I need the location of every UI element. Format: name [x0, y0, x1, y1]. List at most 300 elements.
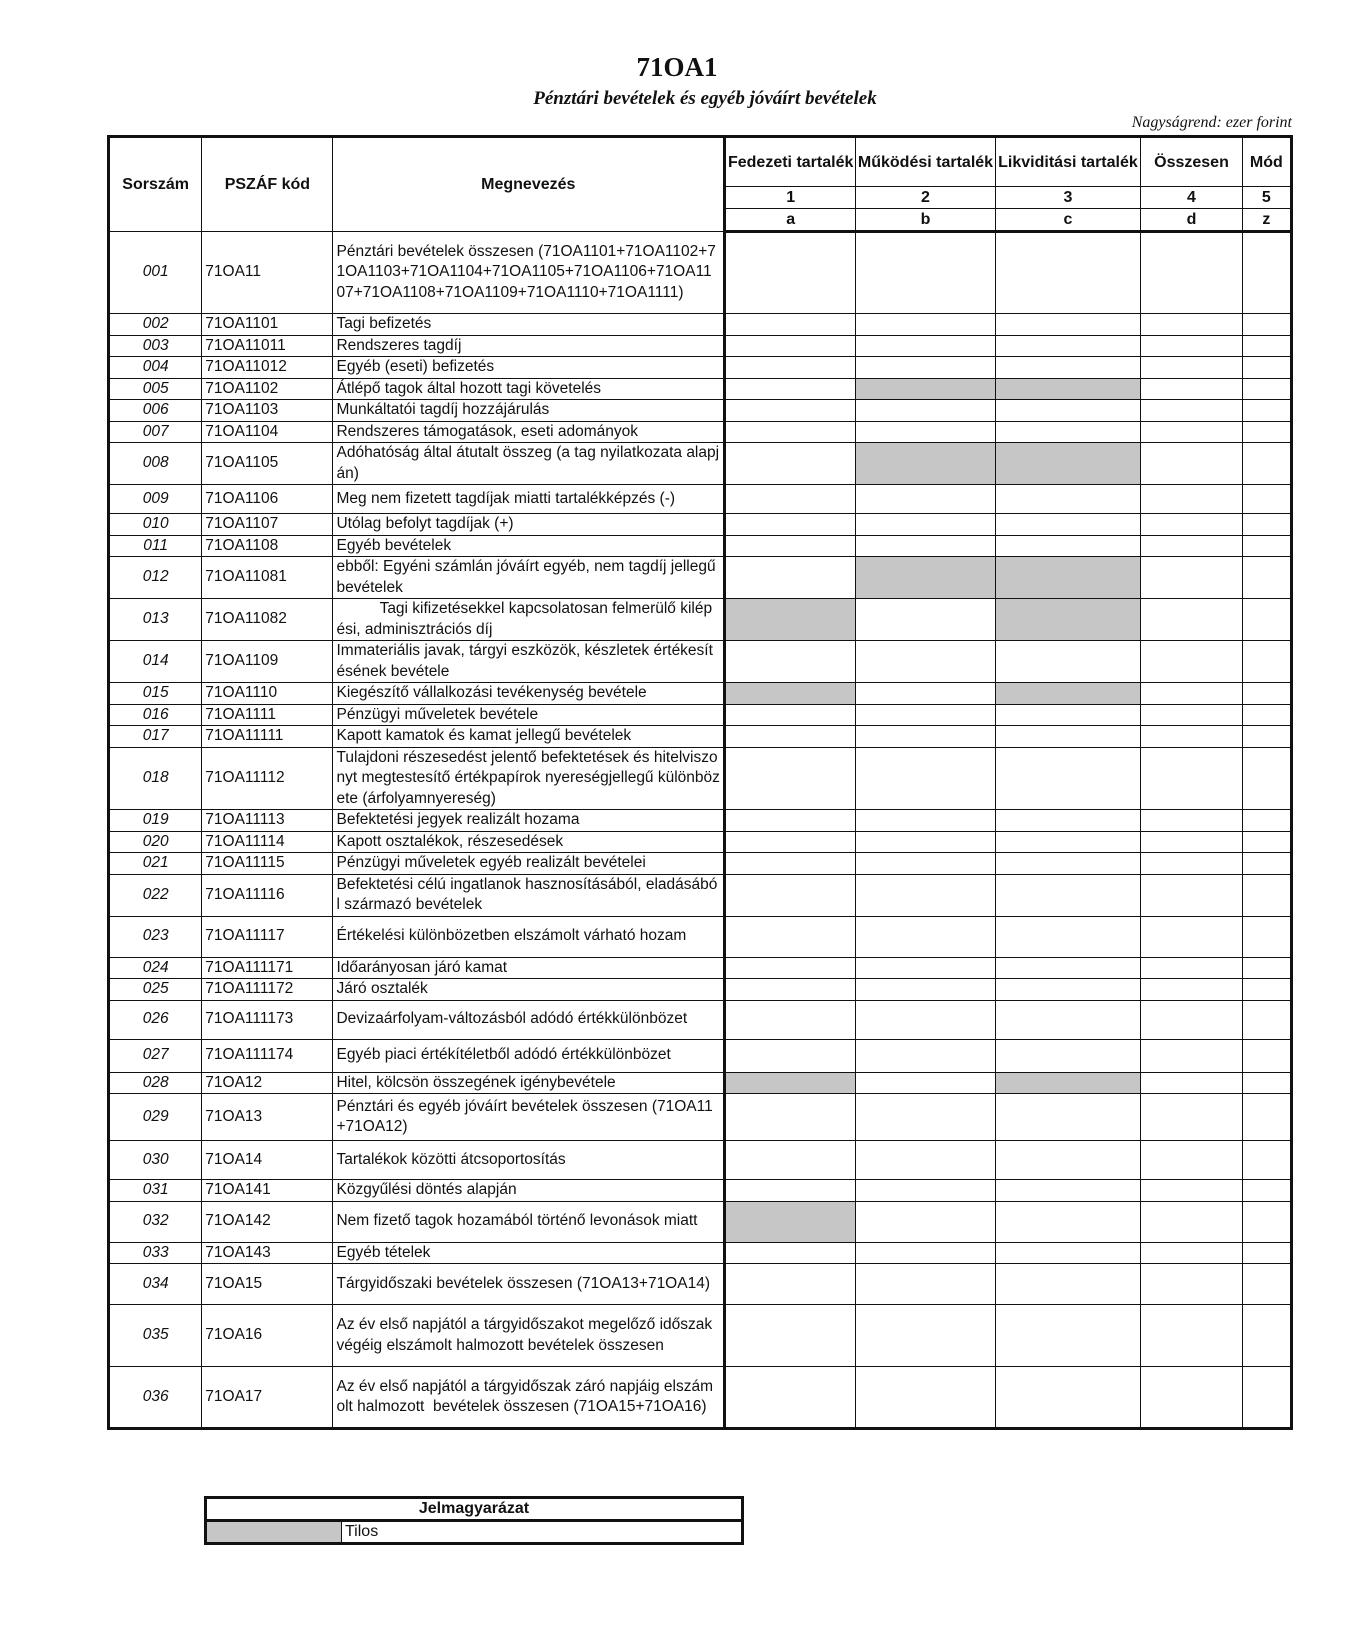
row-number: 014 [109, 641, 202, 683]
value-cell[interactable] [1242, 683, 1291, 705]
value-cell[interactable] [1242, 916, 1291, 957]
value-cell[interactable] [1242, 957, 1291, 979]
value-cell[interactable] [856, 421, 995, 443]
table-row [109, 916, 1292, 957]
value-cell[interactable] [995, 747, 1141, 810]
value-cell[interactable] [1141, 1180, 1242, 1202]
forbidden-cell [856, 443, 995, 485]
table-row [109, 599, 1292, 641]
value-cell[interactable] [1242, 357, 1291, 379]
value-cell[interactable] [995, 485, 1141, 514]
value-cell[interactable] [995, 514, 1141, 536]
row-number: 024 [109, 957, 202, 979]
value-cell[interactable] [1242, 747, 1291, 810]
value-cell[interactable] [995, 232, 1141, 314]
value-cell[interactable] [1141, 916, 1242, 957]
value-cell[interactable] [1242, 1072, 1291, 1094]
value-cell[interactable] [725, 400, 856, 422]
value-cell[interactable] [1141, 232, 1242, 314]
value-cell[interactable] [725, 874, 856, 916]
table-row [109, 957, 1292, 979]
form-title: 71OA1 [636, 52, 718, 82]
value-cell[interactable] [995, 314, 1141, 336]
row-name: Tartalékok közötti átcsoportosítás [333, 1141, 725, 1180]
value-cell[interactable] [1141, 1367, 1242, 1429]
row-code: 71OA1103 [202, 400, 333, 422]
value-cell[interactable] [1141, 1000, 1242, 1039]
value-cell[interactable] [1141, 335, 1242, 357]
table-row [109, 831, 1292, 853]
value-cell[interactable] [1242, 335, 1291, 357]
row-number: 012 [109, 557, 202, 599]
table-row [109, 704, 1292, 726]
value-cell[interactable] [1242, 1201, 1291, 1242]
value-cell[interactable] [1141, 400, 1242, 422]
header-letter-2: b [856, 209, 995, 232]
value-cell[interactable] [995, 1039, 1141, 1072]
value-cell[interactable] [856, 1141, 995, 1180]
table-row [109, 1094, 1292, 1141]
table-row [109, 810, 1292, 832]
value-cell[interactable] [725, 443, 856, 485]
value-cell[interactable] [1242, 1000, 1291, 1039]
row-number: 009 [109, 485, 202, 514]
forbidden-cell [856, 557, 995, 599]
value-cell[interactable] [725, 1305, 856, 1367]
row-number: 026 [109, 1000, 202, 1039]
row-name: Egyéb (eseti) befizetés [333, 357, 725, 379]
row-code: 71OA11116 [202, 874, 333, 916]
value-cell[interactable] [995, 1201, 1141, 1242]
value-cell[interactable] [995, 916, 1141, 957]
value-cell[interactable] [1141, 810, 1242, 832]
value-cell[interactable] [1242, 704, 1291, 726]
row-code: 71OA11117 [202, 916, 333, 957]
value-cell[interactable] [995, 1094, 1141, 1141]
value-cell[interactable] [995, 1305, 1141, 1367]
value-cell[interactable] [1141, 747, 1242, 810]
value-cell[interactable] [995, 1264, 1141, 1305]
value-cell[interactable] [1141, 599, 1242, 641]
value-cell[interactable] [1242, 1264, 1291, 1305]
value-cell[interactable] [1242, 641, 1291, 683]
value-cell[interactable] [725, 704, 856, 726]
value-cell[interactable] [1141, 443, 1242, 485]
table-row [109, 357, 1292, 379]
header-col-3: Likviditási tartalék [995, 137, 1141, 187]
value-cell[interactable] [856, 810, 995, 832]
row-code: 71OA143 [202, 1242, 333, 1264]
value-cell[interactable] [1242, 831, 1291, 853]
row-number: 001 [109, 232, 202, 314]
value-cell[interactable] [1242, 485, 1291, 514]
value-cell[interactable] [1141, 957, 1242, 979]
table-row [109, 335, 1292, 357]
row-code: 71OA1110 [202, 683, 333, 705]
value-cell[interactable] [1242, 979, 1291, 1001]
row-number: 008 [109, 443, 202, 485]
value-cell[interactable] [725, 726, 856, 748]
value-cell[interactable] [995, 421, 1141, 443]
value-cell[interactable] [1242, 1039, 1291, 1072]
row-code: 71OA12 [202, 1072, 333, 1094]
value-cell[interactable] [856, 1305, 995, 1367]
row-name: Munkáltatói tagdíj hozzájárulás [333, 400, 725, 422]
value-cell[interactable] [1242, 874, 1291, 916]
row-code: 71OA1107 [202, 514, 333, 536]
row-number: 005 [109, 378, 202, 400]
value-cell[interactable] [1242, 1094, 1291, 1141]
value-cell[interactable] [856, 400, 995, 422]
forbidden-cell [995, 443, 1141, 485]
row-code: 71OA11011 [202, 335, 333, 357]
row-number: 007 [109, 421, 202, 443]
table-row [109, 1072, 1292, 1094]
row-number: 029 [109, 1094, 202, 1141]
value-cell[interactable] [1141, 485, 1242, 514]
table-row [109, 557, 1292, 599]
value-cell[interactable] [725, 378, 856, 400]
row-number: 025 [109, 979, 202, 1001]
row-code: 71OA11081 [202, 557, 333, 599]
value-cell[interactable] [1242, 557, 1291, 599]
row-code: 71OA1104 [202, 421, 333, 443]
value-cell[interactable] [725, 916, 856, 957]
table-row [109, 378, 1292, 400]
value-cell[interactable] [856, 314, 995, 336]
value-cell[interactable] [1141, 1242, 1242, 1264]
row-code: 71OA11012 [202, 357, 333, 379]
table-row [109, 1039, 1292, 1072]
row-name: Időarányosan járó kamat [333, 957, 725, 979]
value-cell[interactable] [1242, 514, 1291, 536]
value-cell[interactable] [856, 335, 995, 357]
value-cell[interactable] [995, 357, 1141, 379]
value-cell[interactable] [995, 979, 1141, 1001]
value-cell[interactable] [725, 485, 856, 514]
row-name: Az év első napjától a tárgyidőszakot megelőző időszak végéig elszámolt halmozott bevételek összesen [333, 1305, 725, 1367]
row-number: 022 [109, 874, 202, 916]
forbidden-cell [725, 683, 856, 705]
forbidden-cell [725, 1072, 856, 1094]
value-cell[interactable] [856, 1000, 995, 1039]
row-number: 031 [109, 1180, 202, 1202]
row-name: Pénzügyi műveletek bevétele [333, 704, 725, 726]
value-cell[interactable] [1141, 683, 1242, 705]
row-name: Pénztári és egyéb jóváírt bevételek összesen (71OA11+71OA12) [333, 1094, 725, 1141]
table-body [109, 232, 1292, 1429]
value-cell[interactable] [725, 1264, 856, 1305]
value-cell[interactable] [856, 1180, 995, 1202]
value-cell[interactable] [725, 1367, 856, 1429]
value-cell[interactable] [856, 1367, 995, 1429]
value-cell[interactable] [725, 335, 856, 357]
row-name: Egyéb bevételek [333, 535, 725, 557]
row-name: Befektetési jegyek realizált hozama [333, 810, 725, 832]
header-col-5: Mód [1242, 137, 1291, 187]
value-cell[interactable] [1141, 421, 1242, 443]
table-row [109, 853, 1292, 875]
value-cell[interactable] [856, 831, 995, 853]
value-cell[interactable] [856, 853, 995, 875]
value-cell[interactable] [725, 1094, 856, 1141]
forbidden-cell [856, 378, 995, 400]
row-name: Pénzügyi műveletek egyéb realizált bevételei [333, 853, 725, 875]
value-cell[interactable] [725, 514, 856, 536]
value-cell[interactable] [1141, 1039, 1242, 1072]
value-cell[interactable] [995, 535, 1141, 557]
value-cell[interactable] [1141, 514, 1242, 536]
value-cell[interactable] [1242, 314, 1291, 336]
value-cell[interactable] [995, 726, 1141, 748]
row-name: Nem fizető tagok hozamából történő levonások miatt [333, 1201, 725, 1242]
row-name: Az év első napjától a tárgyidőszak záró napjáig elszámolt halmozott bevételek összesen (71OA15+71OA16) [333, 1367, 725, 1429]
value-cell[interactable] [856, 1264, 995, 1305]
row-name: Pénztári bevételek összesen (71OA1101+71OA1102+71OA1103+71OA1104+71OA1105+71OA1106+71OA1107+71OA1108+71OA1109+71OA1110+71OA1111) [333, 232, 725, 314]
table-row [109, 1367, 1292, 1429]
table-row [109, 1180, 1292, 1202]
value-cell[interactable] [725, 1141, 856, 1180]
header-megnevezes: Megnevezés [333, 137, 725, 232]
value-cell[interactable] [856, 1039, 995, 1072]
row-name: Tagi befizetés [333, 314, 725, 336]
value-cell[interactable] [1242, 726, 1291, 748]
value-cell[interactable] [725, 421, 856, 443]
legend-label: Tilos [342, 1521, 743, 1544]
value-cell[interactable] [1242, 599, 1291, 641]
value-cell[interactable] [725, 853, 856, 875]
value-cell[interactable] [856, 747, 995, 810]
value-cell[interactable] [995, 957, 1141, 979]
value-cell[interactable] [1141, 1072, 1242, 1094]
value-cell[interactable] [995, 1242, 1141, 1264]
value-cell[interactable] [1242, 535, 1291, 557]
value-cell[interactable] [856, 1094, 995, 1141]
value-cell[interactable] [1141, 1094, 1242, 1141]
row-name: Immateriális javak, tárgyi eszközök, készletek értékesítésének bevétele [333, 641, 725, 683]
value-cell[interactable] [856, 514, 995, 536]
value-cell[interactable] [995, 874, 1141, 916]
value-cell[interactable] [1242, 1141, 1291, 1180]
value-cell[interactable] [995, 335, 1141, 357]
value-cell[interactable] [1242, 378, 1291, 400]
value-cell[interactable] [856, 916, 995, 957]
row-name: Hitel, kölcsön összegének igénybevétele [333, 1072, 725, 1094]
table-row [109, 979, 1292, 1001]
value-cell[interactable] [725, 1039, 856, 1072]
value-cell[interactable] [856, 641, 995, 683]
value-cell[interactable] [856, 485, 995, 514]
value-cell[interactable] [995, 810, 1141, 832]
forbidden-cell [995, 1072, 1141, 1094]
row-code: 71OA11082 [202, 599, 333, 641]
value-cell[interactable] [725, 747, 856, 810]
forbidden-cell [995, 378, 1141, 400]
value-cell[interactable] [856, 232, 995, 314]
value-cell[interactable] [725, 1180, 856, 1202]
row-number: 019 [109, 810, 202, 832]
row-code: 71OA1105 [202, 443, 333, 485]
row-code: 71OA141 [202, 1180, 333, 1202]
value-cell[interactable] [1141, 378, 1242, 400]
value-cell[interactable] [1242, 1305, 1291, 1367]
table-row [109, 1201, 1292, 1242]
value-cell[interactable] [725, 957, 856, 979]
value-cell[interactable] [995, 704, 1141, 726]
value-cell[interactable] [725, 232, 856, 314]
value-cell[interactable] [995, 1367, 1141, 1429]
value-cell[interactable] [1141, 357, 1242, 379]
value-cell[interactable] [856, 874, 995, 916]
row-code: 71OA1109 [202, 641, 333, 683]
value-cell[interactable] [725, 831, 856, 853]
row-number: 021 [109, 853, 202, 875]
row-name: ebből: Egyéni számlán jóváírt egyéb, nem tagdíj jellegű bevételek [333, 557, 725, 599]
row-code: 71OA1111 [202, 704, 333, 726]
value-cell[interactable] [1242, 443, 1291, 485]
value-cell[interactable] [1242, 421, 1291, 443]
value-cell[interactable] [1242, 853, 1291, 875]
header-letter-4: d [1141, 209, 1242, 232]
row-number: 004 [109, 357, 202, 379]
row-number: 036 [109, 1367, 202, 1429]
header-letter-1: a [725, 209, 856, 232]
value-cell[interactable] [1141, 641, 1242, 683]
value-cell[interactable] [856, 957, 995, 979]
header-num-3: 3 [995, 187, 1141, 209]
header-kod: PSZÁF kód [202, 137, 333, 232]
value-cell[interactable] [1141, 1305, 1242, 1367]
row-number: 002 [109, 314, 202, 336]
value-cell[interactable] [856, 979, 995, 1001]
row-number: 034 [109, 1264, 202, 1305]
value-cell[interactable] [995, 400, 1141, 422]
header-num-5: 5 [1242, 187, 1291, 209]
table-row [109, 683, 1292, 705]
legend-swatch [206, 1521, 342, 1544]
table-row [109, 514, 1292, 536]
row-name: Adóhatóság által átutalt összeg (a tag nyilatkozata alapján) [333, 443, 725, 485]
row-number: 011 [109, 535, 202, 557]
value-cell[interactable] [1141, 557, 1242, 599]
value-cell[interactable] [725, 1000, 856, 1039]
table-row [109, 726, 1292, 748]
row-code: 71OA11111 [202, 726, 333, 748]
table-row [109, 1242, 1292, 1264]
table-row [109, 1305, 1292, 1367]
value-cell[interactable] [856, 599, 995, 641]
value-cell[interactable] [1141, 979, 1242, 1001]
value-cell[interactable] [856, 726, 995, 748]
row-code: 71OA111174 [202, 1039, 333, 1072]
table-row [109, 747, 1292, 810]
row-code: 71OA111172 [202, 979, 333, 1001]
value-cell[interactable] [725, 641, 856, 683]
value-cell[interactable] [1141, 853, 1242, 875]
legend-title: Jelmagyarázat [206, 1498, 743, 1521]
legend [204, 1496, 744, 1545]
row-name: Meg nem fizetett tagdíjak miatti tartalékképzés (-) [333, 485, 725, 514]
row-code: 71OA15 [202, 1264, 333, 1305]
row-name: Járó osztalék [333, 979, 725, 1001]
value-cell[interactable] [1141, 874, 1242, 916]
row-code: 71OA13 [202, 1094, 333, 1141]
row-name: Rendszeres tagdíj [333, 335, 725, 357]
table-row [109, 874, 1292, 916]
value-cell[interactable] [856, 535, 995, 557]
value-cell[interactable] [725, 810, 856, 832]
value-cell[interactable] [995, 853, 1141, 875]
row-code: 71OA142 [202, 1201, 333, 1242]
value-cell[interactable] [856, 1072, 995, 1094]
value-cell[interactable] [1141, 1141, 1242, 1180]
row-code: 71OA16 [202, 1305, 333, 1367]
value-cell[interactable] [1141, 831, 1242, 853]
row-name: Kapott osztalékok, részesedések [333, 831, 725, 853]
header-col-2: Működési tartalék [856, 137, 995, 187]
value-cell[interactable] [1141, 314, 1242, 336]
value-cell[interactable] [1141, 704, 1242, 726]
header-letter-5: z [1242, 209, 1291, 232]
value-cell[interactable] [856, 683, 995, 705]
row-number: 015 [109, 683, 202, 705]
row-name: Tulajdoni részesedést jelentő befektetések és hitelviszonyt megtestesítő értékpapírok nyereségjellegű különbözete (árfolyamnyereség) [333, 747, 725, 810]
value-cell[interactable] [1141, 1264, 1242, 1305]
table-row [109, 1000, 1292, 1039]
value-cell[interactable] [856, 357, 995, 379]
value-cell[interactable] [1242, 400, 1291, 422]
row-number: 035 [109, 1305, 202, 1367]
row-code: 71OA11113 [202, 810, 333, 832]
row-number: 010 [109, 514, 202, 536]
value-cell[interactable] [1242, 810, 1291, 832]
value-cell[interactable] [1242, 1180, 1291, 1202]
forbidden-cell [995, 599, 1141, 641]
row-number: 003 [109, 335, 202, 357]
value-cell[interactable] [725, 979, 856, 1001]
table-row [109, 232, 1292, 314]
value-cell[interactable] [995, 641, 1141, 683]
value-cell[interactable] [995, 1141, 1141, 1180]
value-cell[interactable] [1242, 232, 1291, 314]
value-cell[interactable] [995, 831, 1141, 853]
value-cell[interactable] [725, 557, 856, 599]
value-cell[interactable] [995, 1180, 1141, 1202]
row-name: Devizaárfolyam-változásból adódó értékkülönbözet [333, 1000, 725, 1039]
row-code: 71OA1108 [202, 535, 333, 557]
row-name: Átlépő tagok által hozott tagi követelés [333, 378, 725, 400]
value-cell[interactable] [725, 1242, 856, 1264]
value-cell[interactable] [856, 704, 995, 726]
row-name: Kiegészítő vállalkozási tevékenység bevétele [333, 683, 725, 705]
value-cell[interactable] [1242, 1242, 1291, 1264]
table-row [109, 535, 1292, 557]
value-cell[interactable] [725, 357, 856, 379]
row-code: 71OA111171 [202, 957, 333, 979]
forbidden-cell [725, 599, 856, 641]
value-cell[interactable] [1242, 1367, 1291, 1429]
value-cell[interactable] [1141, 535, 1242, 557]
value-cell[interactable] [1141, 726, 1242, 748]
value-cell[interactable] [856, 1242, 995, 1264]
value-cell[interactable] [856, 1201, 995, 1242]
row-number: 032 [109, 1201, 202, 1242]
value-cell[interactable] [725, 535, 856, 557]
value-cell[interactable] [725, 314, 856, 336]
value-cell[interactable] [1141, 1201, 1242, 1242]
value-cell[interactable] [995, 1000, 1141, 1039]
report-table [107, 135, 1293, 1430]
